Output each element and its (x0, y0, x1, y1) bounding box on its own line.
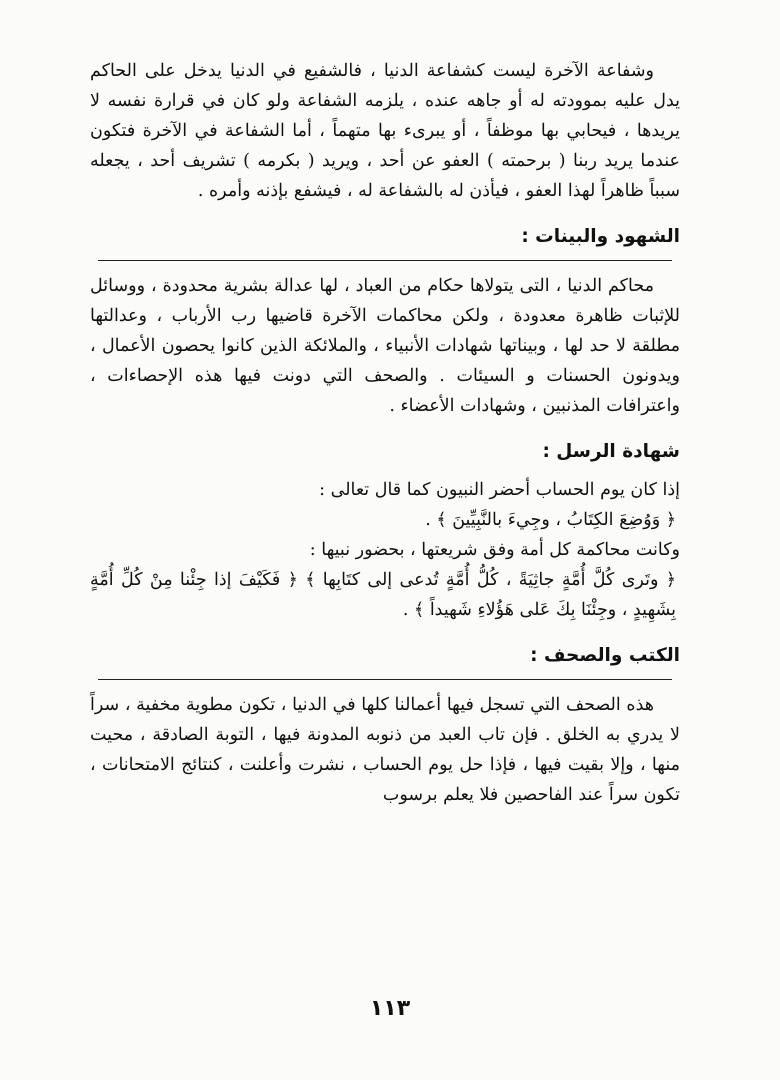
intro-paragraph: وشفاعة الآخرة ليست كشفاعة الدنيا ، فالشفيع في الدنيا يدخل على الحاكم يدل عليه بموودته له أو جاهه عنده ، يلزمه الشفاعة ولو كان في قرارة نفسه لا يريدها ، فيحابي بها موظفاً ، أو يبرىء بها متهماً ، أما الشفاعة في الآخرة فتكون عندما يريد ربنا ( برحمته ) العفو عن أحد ، ويريد ( بكرمه ) تشريف أحد ، يجعله سبباً ظاهراً لهذا العفو ، فيأذن له بالشفاعة له ، فيشفع بإذنه وأمره . (90, 61, 680, 201)
witnesses-paragraph: محاكم الدنيا ، التى يتولاها حكام من العباد ، لها عدالة بشرية محدودة ، ووسائل للإثبات ظاهرة معدودة ، ولكن محاكمات الآخرة قاضيها رب الأرباب ، وعدالتها مطلقة لا حد لها ، وبيناتها شهادات الأنبياء ، والملائكة الذين كانوا يحصون الأعمال ، ويدونون الحسنات و السيئات . والصحف التي دونت فيها هذه الإحصاءات ، واعترافات المذنبين ، وشهادات الأعضاء . (90, 276, 680, 416)
section-heading-witnesses: الشهود والبينات : (521, 226, 680, 247)
section-heading-books: الكتب والصحف : (530, 645, 680, 666)
books-paragraph: هذه الصحف التي تسجل فيها أعمالنا كلها في الدنيا ، تكون مطوية مخفية ، سراً لا يدري به الخلق . فإن تاب العبد من ذنوبه المدونة فيها ، التوبة الصادقة ، محيت منها ، وإلا بقيت فيها ، فإذا حل يوم الحساب ، نشرت وأعلنت ، كنتائج الامتحانات ، تكون سراً عند الفاحصين فلا يعلم برسوب (90, 695, 680, 805)
quran-verse-1: ﴿ وَوُضِعَ الكِتَابُ ، وجِيءَ بالنَّبِيِّينَ ﴾ . (425, 510, 676, 530)
quran-verse-2: ﴿ وتَرى كُلَّ أُمَّةٍ جاثِيَةً ، كُلُّ أُمَّةٍ تُدعى إلى كتَابِها ﴾ ﴿ فَكَيْفَ إذا جِئْنا مِنْ كُلِّ أُمَّةٍ بِشَهِيدٍ ، وجِئْنَا بِكَ عَلى هَؤُلاءِ شَهيداً ﴾ . (90, 570, 676, 620)
section-divider (98, 260, 672, 261)
messengers-line-2: وكانت محاكمة كل أمة وفق شريعتها ، بحضور نبيها : (309, 540, 680, 560)
section-heading-messengers: شهادة الرسل : (542, 441, 680, 462)
page-number: ١١٣ (369, 996, 411, 1021)
messengers-line-1: إذا كان يوم الحساب أحضر النبيون كما قال تعالى : (319, 480, 680, 500)
section-divider (98, 679, 672, 680)
page-body (90, 56, 680, 810)
